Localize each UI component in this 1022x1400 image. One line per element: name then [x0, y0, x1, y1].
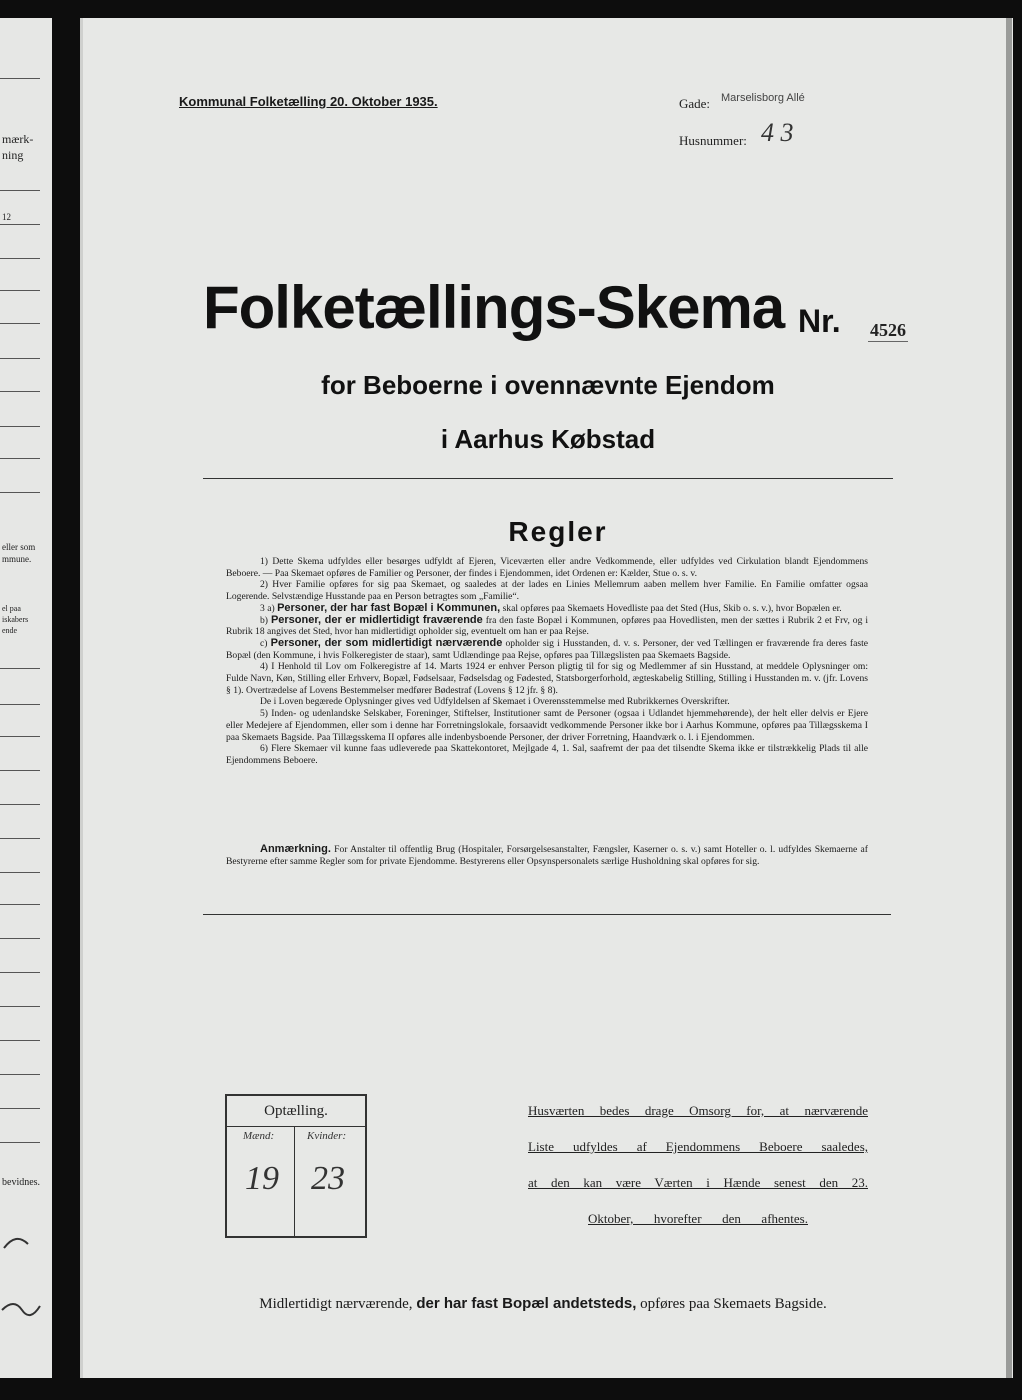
- house-number-value: 4 3: [761, 118, 794, 147]
- right-page-edge: [1006, 18, 1012, 1378]
- rule-4b: De i Loven begærede Oplysninger gives ved Udfyldelsen af Skemaet i Overensstemmelse med Rubrikkernes Overskrifter.: [260, 696, 730, 708]
- left-page-rule: [0, 736, 40, 737]
- left-page-edge: [0, 18, 52, 1378]
- left-page-rule: [0, 770, 40, 771]
- left-page-text: iskabers: [2, 615, 29, 624]
- left-page-text: bevidnes.: [2, 1177, 41, 1188]
- left-page-rule: [0, 1074, 40, 1075]
- notice-line-2: Liste udfyldes af Ejendommens Beboere saaledes,: [528, 1139, 868, 1154]
- remark-label: Anmærkning.: [260, 843, 331, 855]
- rule-3c: c) Personer, der som midlertidigt nærværende opholder sig i Husstanden, d. v. s. Personer, der ved Tællingen er fraværende fra deres faste Bopæl (den Kommune, i hvis Folkeregister de staar), samt Udlændinge paa Rejse, opføres paa Tillægslisten paa Skemaets Bagside.: [226, 636, 868, 661]
- left-page-rule: [0, 190, 40, 191]
- form-number-label: Nr.: [798, 303, 841, 339]
- left-page-rule: [0, 938, 40, 939]
- rule-1: 1) Dette Skema udfyldes eller besørges udfyldt af Ejeren, Viceværten eller andre Vedkommende, eller udfyldes ved Cirkulation blandt Ejendommens Beboere. — Paa Skemaet opføres de Familier og Personer, der findes i Ejendommen, idet Ordenen er: Kælder, Stue o. s. v.: [226, 556, 868, 579]
- street-value: Marselisborg Allé: [721, 92, 805, 104]
- tally-men-value: 19: [245, 1160, 279, 1197]
- footer-note: Midlertidigt nærværende, der har fast Bopæl andetsteds, opføres paa Skemaets Bagside.: [259, 1295, 827, 1312]
- rules-list: [226, 556, 868, 767]
- rules-heading: Regler: [508, 516, 608, 547]
- left-page-text: mmune.: [2, 554, 32, 564]
- form-subtitle-2: i Aarhus Købstad: [440, 424, 656, 454]
- rule-6: 6) Flere Skemaer vil kunne faas udleverede paa Skattekontoret, Mejlgade 4, 1. Sal, saafremt der paa det tilsendte Skema ikke er tilstrækkelig Plads til alle Ejendommens Beboere.: [226, 743, 868, 766]
- census-form-page: [80, 18, 1013, 1378]
- left-page-rule: [0, 704, 40, 705]
- divider: [203, 914, 891, 915]
- house-number-label: Husnummer:: [679, 133, 747, 148]
- left-page-rule: [0, 391, 40, 392]
- left-page-rule: [0, 972, 40, 973]
- left-page-rule: [0, 290, 40, 291]
- notice-line-3: at den kan være Værten i Hænde senest den 23.: [528, 1175, 868, 1190]
- left-page-rule: [0, 668, 40, 669]
- tally-men-label: Mænd:: [243, 1130, 275, 1142]
- census-header: Kommunal Folketælling 20. Oktober 1935.: [179, 94, 438, 109]
- left-page-rule: [0, 458, 40, 459]
- remark: [226, 844, 868, 867]
- tally-box: [225, 1094, 367, 1238]
- left-page-rule: [0, 258, 40, 259]
- tally-column-divider: [294, 1127, 295, 1236]
- tally-women-label: Kvinder:: [307, 1130, 347, 1142]
- rule-2: 2) Hver Familie opføres for sig paa Skemaet, og saaledes at der lades en Linies Mellemrum aaben mellem hver Familie. En Familie omfatter ogsaa Logerende. Selvstændige Husstande paa en Person betragtes som „Familie“.: [226, 579, 868, 603]
- left-page-text: mærk-: [2, 132, 34, 146]
- left-page-text: eller som: [2, 542, 36, 552]
- left-page-text: ning: [2, 148, 24, 162]
- left-page-text: ende: [2, 626, 18, 635]
- left-page-text: 12: [2, 212, 11, 222]
- left-page-rule: [0, 838, 40, 839]
- left-page-rule: [0, 1040, 40, 1041]
- rule-3b: b) Personer, der er midlertidigt fraværende fra den faste Bopæl i Kommunen, opføres paa Hovedlisten, men der sættes i Rubrik 2 et Frv, og i Rubrik 18 angives det Sted, hvor han midlertidigt opholder sig, eventuelt om han er paa Rejse.: [226, 613, 868, 638]
- left-page-rule: [0, 1142, 40, 1143]
- left-page-rule: [0, 804, 40, 805]
- left-page-rule: [0, 358, 40, 359]
- form-number-value: 4526: [870, 320, 906, 340]
- left-page-rule: [0, 426, 40, 427]
- form-title: Folketællings-Skema: [203, 274, 785, 341]
- left-page-rule: [0, 1006, 40, 1007]
- handwriting-scribble-icon: [0, 1218, 52, 1328]
- left-page-rule: [0, 224, 40, 225]
- left-page-rule: [0, 78, 40, 79]
- left-page-rule: [0, 872, 40, 873]
- left-page-rule: [0, 1108, 40, 1109]
- notice-line-1: Husværten bedes drage Omsorg for, at nærværende: [528, 1103, 868, 1118]
- rule-5: 5) Inden- og udenlandske Selskaber, Foreninger, Stiftelser, Institutioner samt de Personer (ogsaa i Udlandet hjemmehørende), der helt eller delvis er Ejere eller Medejere af Ejendommen, eller som i denne har Forretningslokale, forsaavidt vedkommende Personer ikke bor i Aarhus Kommune, opføres paa Tillægsskema I paa Skemaets Bagside. Paa Tillægsskema II opføres alle indenbysboende Personer, der driver Forretning, Haandværk o. l. i Ejendommen.: [226, 708, 868, 743]
- rule-3a: 3 a) Personer, der har fast Bopæl i Kommunen, skal opføres paa Skemaets Hovedliste paa det Sted (Hus, Skib o. s. v.), hvor Bopælen er.: [260, 601, 842, 614]
- tally-title: Optælling.: [227, 1096, 365, 1127]
- notice-line-4: Oktober, hvorefter den afhentes.: [588, 1211, 808, 1226]
- rule-4: 4) I Henhold til Lov om Folkeregistre af 14. Marts 1924 er enhver Person pligtig til for sig og Medlemmer af sin Husstand, at meddele Oplysninger om: Fulde Navn, Køn, Stilling eller Erhverv, Bopæl, Fødselsaar, Fødselsdag og Fødested, Statsborgerforhold, ægteskabelig Stilling, Stilling i Husstanden m. v. (jfr. Lovens § 1). Overtrædelse af Lovens Bestemmelser medfører Bødestraf (Lovens § 12 jfr. § 8).: [226, 661, 868, 696]
- street-label: Gade:: [679, 96, 711, 111]
- left-page-rule: [0, 323, 40, 324]
- left-page-rule: [0, 492, 40, 493]
- divider: [203, 478, 893, 479]
- remark-text: For Anstalter til offentlig Brug (Hospitaler, Forsørgelsesanstalter, Fængsler, Kaserner o. s. v.) samt Hoteller o. l. udfyldes Skemaerne af Bestyrerne efter samme Regler som for private Ejendomme. Bestyrerens eller Opsynspersonalets særlige Husholdning skal opføres for sig.: [226, 844, 868, 867]
- form-subtitle-1: for Beboerne i ovennævnte Ejendom: [321, 370, 775, 400]
- tally-women-value: 23: [311, 1160, 345, 1197]
- left-page-text: el paa: [2, 604, 21, 613]
- left-page-rule: [0, 904, 40, 905]
